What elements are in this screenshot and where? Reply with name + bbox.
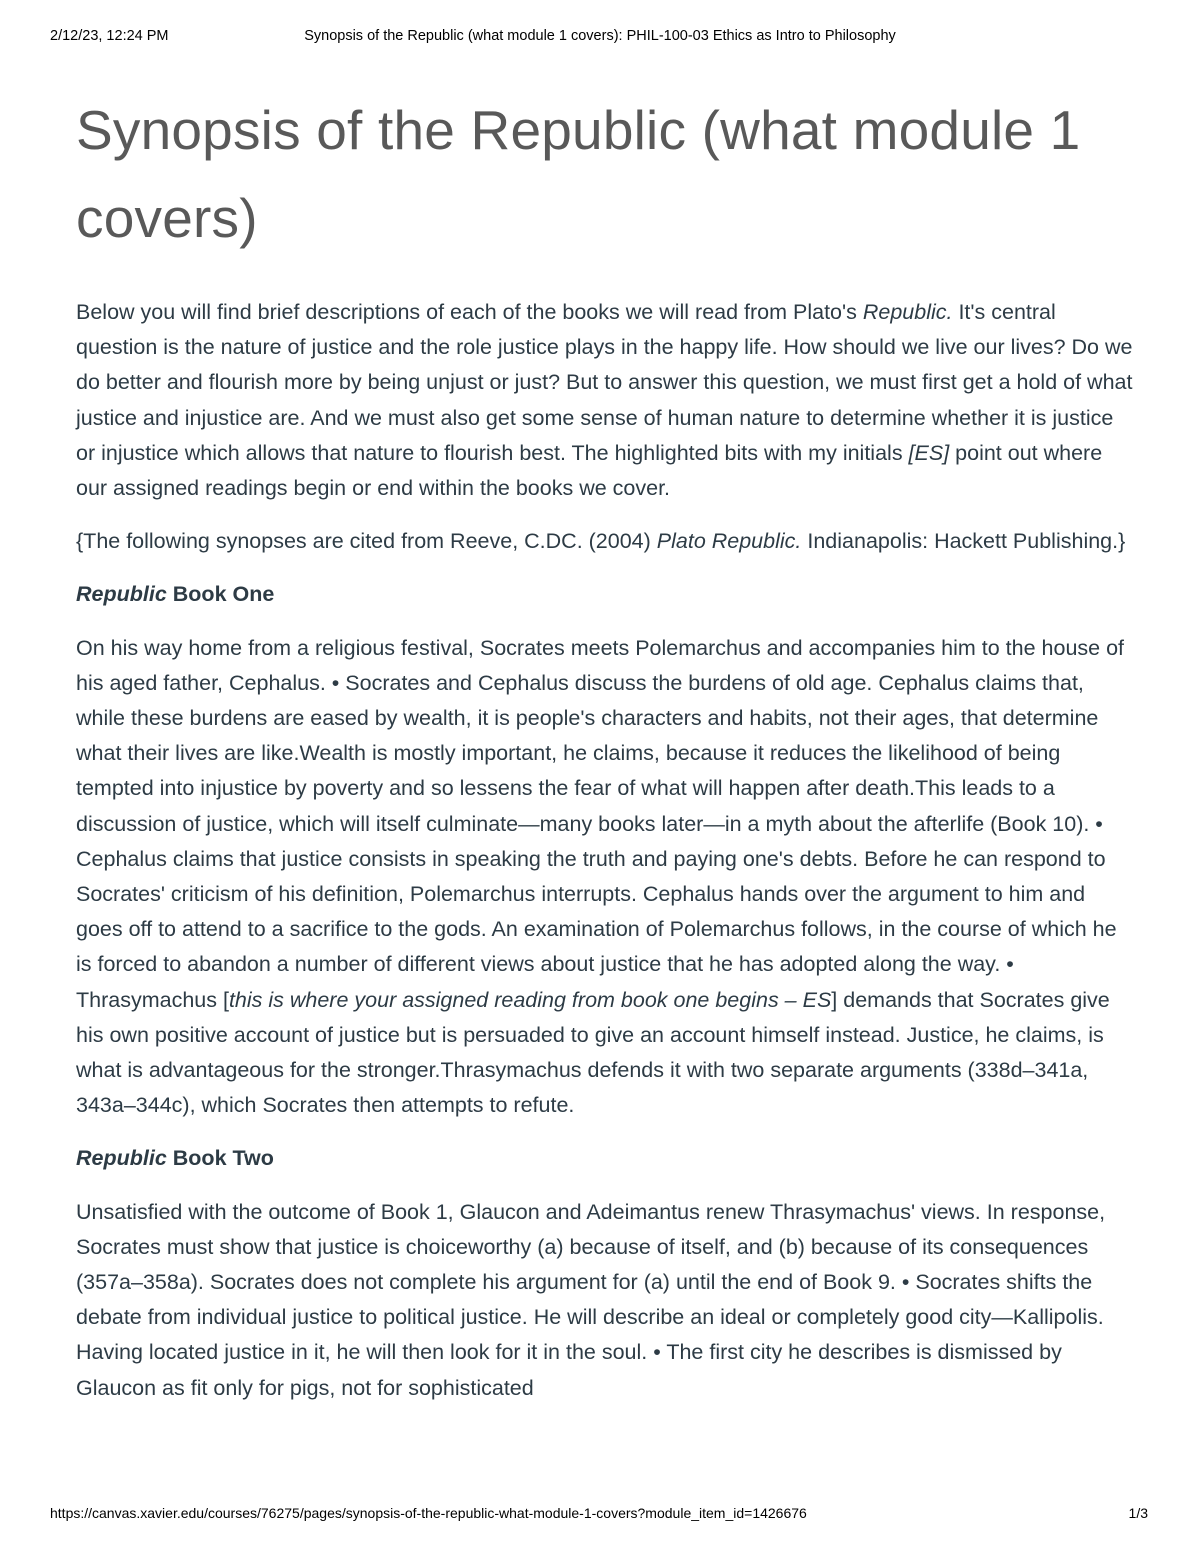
citation-text-1: {The following synopses are cited from Reeve, C.DC. (2004) [76,529,657,554]
citation-paragraph [76,524,1136,559]
page-title: Synopsis of the Republic (what module 1 covers) [76,99,1081,249]
intro-text-2: It's central question is the nature of justice and the role justice plays in the happy life. How should we live our lives? Do we do better and flourish more by being unjust or just? But to answer this question, we must first get a hold of what justice and injustice are. And we must also get some sense of human nature to determine whether it is justice or injustice which allows that nature to flourish best. The highlighted bits with my initials [76,300,1133,465]
book-two-heading [76,1141,1136,1176]
print-header [0,28,1200,50]
print-footer [0,1505,1200,1527]
page-content [76,86,1136,1406]
page-number: 1/3 [1128,1505,1148,1521]
book-one-heading-text: Book One [166,582,275,607]
book-one-italic-note: this is where your assigned reading from book one begins – ES [228,987,832,1012]
intro-text-1: Below you will find brief descriptions of each of the books we will read from Plato's [76,300,863,324]
citation-italic-title: Plato Republic. [656,529,802,554]
citation-text-2: Indianapolis: Hackett Publishing.} [801,529,1126,554]
book-two-synopsis: Unsatisfied with the outcome of Book 1, Glaucon and Adeimantus renew Thrasymachus' views. In response, Socrates must show that justice is choiceworthy (a) because of itself, and (b) because of its consequences (357a–358a). Socrates does not complete his argument for (a) until the end of Book 9. • Socrates shifts the debate from individual justice to political justice. He will describe an ideal or completely good city—Kallipolis. Having located justice in it, he will then look for it in the soul. • The first city he describes is dismissed by Glaucon as fit only for pigs, not for sophisticated [76,1199,1106,1400]
book-one-text-1: On his way home from a religious festival, Socrates meets Polemarchus and accompanies him to the house of his aged father, Cephalus. • Socrates and Cephalus discuss the burdens of old age. Cephalus claims that, while these burdens are eased by wealth, it is people's characters and habits, not their ages, that determine what their lives are like.Wealth is mostly important, he claims, because it reduces the likelihood of being tempted into injustice by poverty and so lessens the fear of what will happen after death.This leads to a discussion of justice, which will itself culminate—many books later—in a myth about the afterlife (Book 10). • Cephalus claims that justice consists in speaking the truth and paying one's debts. Before he can respond to Socrates' criticism of his definition, Polemarchus interrupts. Cephalus hands over the argument to him and goes off to attend to a sacrifice to the gods. An examination of Polemarchus follows, in the course of which he is forced to abandon a number of different views about justice that he has adopted along the way. • Thrasymachus [ [76,635,1125,1012]
book-one-heading-italic: Republic [76,582,167,607]
page-url: https://canvas.xavier.edu/courses/76275/pages/synopsis-of-the-republic-what-module-1-covers?module_item_id=1426676 [50,1505,807,1521]
print-datetime: 2/12/23, 12:24 PM [50,28,169,44]
intro-text-3: point out where our assigned readings begin or end within the books we cover. [76,440,1103,501]
book-one-synopsis [76,631,1136,1124]
book-two-heading-text: Book Two [166,1146,274,1171]
book-one-heading [76,577,1136,612]
intro-paragraph [76,295,1136,506]
intro-italic-republic: Republic. [862,300,953,324]
book-one-text-2: ] demands that Socrates give his own positive account of justice but is persuaded to give an account himself instead. Justice, he claims, is what is advantageous for the stronger.Thrasymachus defends it with two separate arguments (338d–341a, 343a–344c), which Socrates then attempts to refute. [76,987,1110,1118]
book-two-heading-italic: Republic [76,1146,167,1171]
print-page-title: Synopsis of the Republic (what module 1 covers): PHIL-100-03 Ethics as Intro to Philosophy [304,28,896,44]
intro-italic-initials: [ES] [908,440,950,465]
